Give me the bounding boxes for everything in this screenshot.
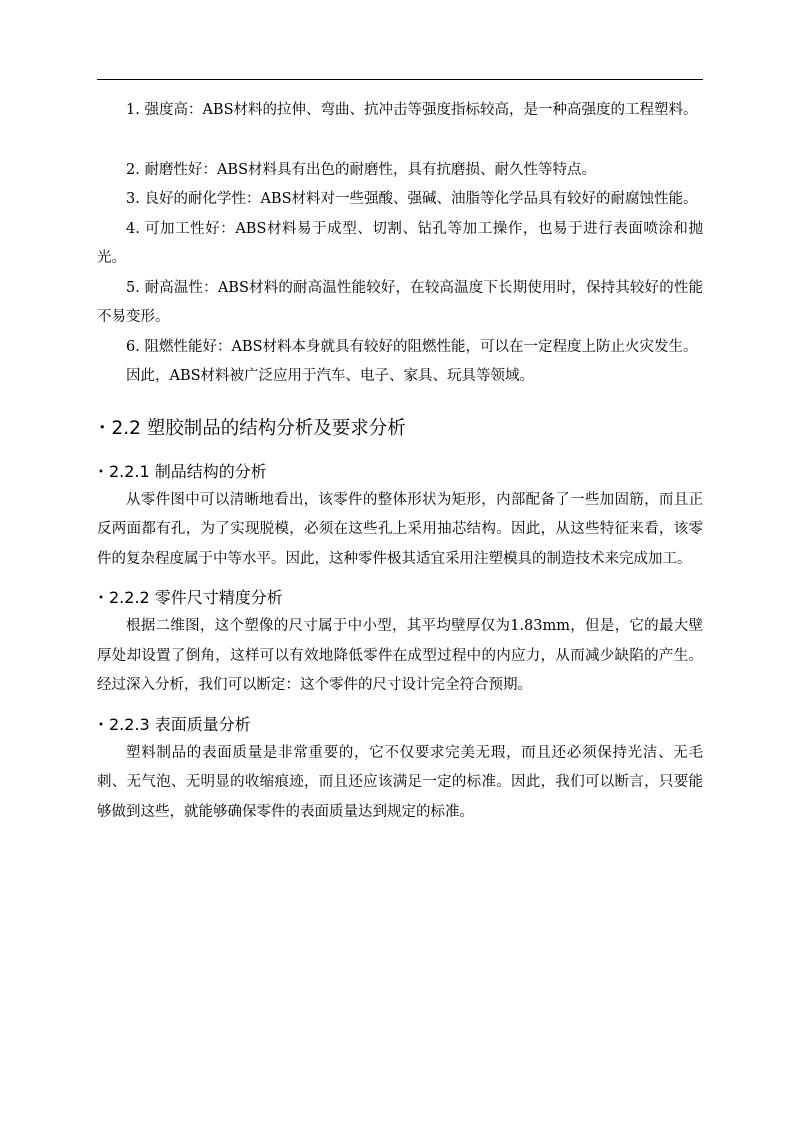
header-rule (97, 79, 703, 80)
list-item-flame: 6. 阻燃性能好：ABS材料本身就具有较好的阻燃性能，可以在一定程度上防止火灾发生。 (126, 338, 698, 355)
blank-line (97, 126, 703, 156)
list-item-heat: 5. 耐高温性：ABS材料的耐高温性能较好，在较高温度下长期使用时，保持其较好的性能不易变形。 (97, 279, 703, 325)
document-body (93, 96, 703, 827)
subsection-heading-2-2-1: ・2.2.1 制品结构的分析 (93, 461, 267, 481)
list-item-chemical: 3. 良好的耐化学性：ABS材料对一些强酸、强碱、油脂等化学品具有较好的耐腐蚀性能。 (126, 191, 698, 207)
conclusion-paragraph: 因此，ABS材料被广泛应用于汽车、电子、家具、玩具等领域。 (126, 368, 535, 384)
subsection-heading-2-2-2: ・2.2.2 零件尺寸精度分析 (93, 588, 283, 607)
list-item-strength: 1. 强度高：ABS材料的拉伸、弯曲、抗冲击等强度指标较高，是一种高强度的工程塑料。 (126, 102, 698, 118)
section-heading-2-2: ・2.2 塑胶制品的结构分析及要求分析 (93, 417, 406, 439)
subsection-heading-2-2-3: ・2.2.3 表面质量分析 (93, 714, 251, 734)
list-item-wear: 2. 耐磨性好：ABS材料具有出色的耐磨性，具有抗磨损、耐久性等特点。 (126, 161, 597, 178)
paragraph-surface: 塑料制品的表面质量是非常重要的，它不仅要求完美无瑕，而且还必须保持光洁、无毛刺、无气泡、无明显的收缩痕迹，而且还应该满足一定的标准。因此，我们可以断言，只要能够做到这些，就能够确保零件的表面质量达到规定的标准。 (97, 744, 703, 820)
paragraph-dimension: 根据二维图，这个塑像的尺寸属于中小型，其平均壁厚仅为1.83mm，但是，它的最大壁厚处却设置了倒角，这样可以有效地降低零件在成型过程中的内应力，从而减少缺陷的产生。经过深入分析，我们可以断定：这个零件的尺寸设计完全符合预期。 (97, 618, 703, 693)
list-item-processability: 4. 可加工性好：ABS材料易于成型、切割、钻孔等加工操作，也易于进行表面喷涂和抛光。 (97, 220, 703, 266)
paragraph-structure: 从零件图中可以清晰地看出，该零件的整体形状为矩形，内部配备了一些加固筋，而且正反两面都有孔，为了实现脱模，必须在这些孔上采用抽芯结构。因此，从这些特征来看，该零件的复杂程度属于中等水平。因此，这种零件极其适宜采用注塑模具的制造技术来完成加工。 (97, 491, 703, 567)
